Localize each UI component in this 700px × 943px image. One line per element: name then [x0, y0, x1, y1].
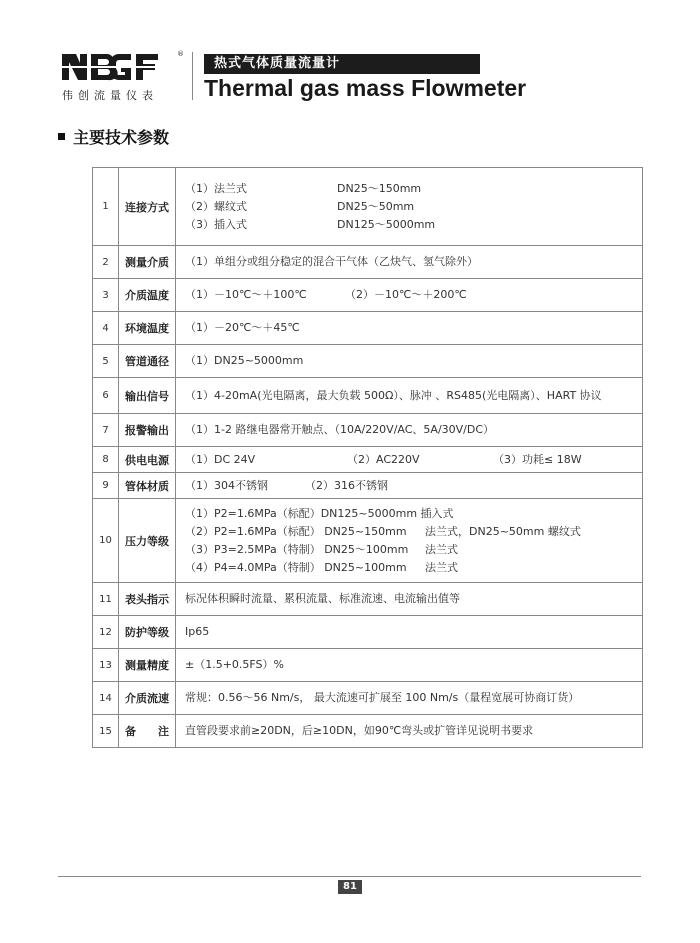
- value-line: [185, 286, 642, 304]
- spec-row: [93, 345, 643, 378]
- spec-row: [93, 168, 643, 246]
- value-segment: DN125～5000mm: [337, 217, 436, 231]
- param-value: [176, 279, 643, 312]
- row-number: 15: [93, 715, 119, 748]
- param-value: [176, 312, 643, 345]
- page-header: [0, 0, 700, 110]
- param-value: [176, 649, 643, 682]
- spec-row: [93, 279, 643, 312]
- value-segment: 直管段要求前≥20DN，后≥10DN，如90℃弯头或扩管详见说明书要求: [185, 724, 534, 737]
- value-line: [185, 505, 642, 523]
- param-value: [176, 616, 643, 649]
- spec-row: [93, 312, 643, 345]
- param-value: [176, 583, 643, 616]
- param-name: 介质流速: [119, 682, 176, 715]
- spec-row: [93, 499, 643, 583]
- row-number: 2: [93, 246, 119, 279]
- param-value: [176, 246, 643, 279]
- spec-row: [93, 649, 643, 682]
- param-value: [176, 715, 643, 748]
- value-segment: （1）－10℃～＋100℃: [185, 288, 307, 301]
- row-number: 3: [93, 279, 119, 312]
- spec-row: [93, 682, 643, 715]
- value-segment: （1）单组分或组分稳定的混合干气体（乙炔气、氢气除外）: [185, 255, 478, 268]
- square-bullet-icon: [58, 133, 65, 140]
- spec-row: [93, 414, 643, 447]
- spec-row: [93, 378, 643, 414]
- brand-logo-graphic: [60, 50, 178, 84]
- spec-row: [93, 583, 643, 616]
- param-name: 测量介质: [119, 246, 176, 279]
- value-segment: （2）AC220V: [347, 452, 420, 466]
- spec-row: [93, 616, 643, 649]
- value-segment: 常规：0.56～56 Nm/s， 最大流速可扩展至 100 Nm/s（量程宽展可协商订货）: [185, 691, 580, 704]
- registered-mark: ®: [177, 50, 184, 58]
- value-segment: 法兰式: [425, 542, 458, 556]
- value-line: [185, 216, 642, 234]
- row-number: 5: [93, 345, 119, 378]
- value-segment: 法兰式: [425, 560, 458, 574]
- value-line: [185, 656, 642, 674]
- param-name: 测量精度: [119, 649, 176, 682]
- param-name: 报警输出: [119, 414, 176, 447]
- value-segment: （1）DC 24V: [185, 452, 256, 466]
- param-value: [176, 499, 643, 583]
- param-name: 管道通径: [119, 345, 176, 378]
- param-value: [176, 414, 643, 447]
- row-number: 13: [93, 649, 119, 682]
- value-segment: （1）DN25~5000mm: [185, 354, 304, 367]
- param-name: 表头指示: [119, 583, 176, 616]
- value-segment: （1）304不锈钢: [185, 478, 268, 492]
- param-value: [176, 378, 643, 414]
- brand-subtitle: 伟创流量仪表: [62, 89, 158, 102]
- param-value: [176, 473, 643, 499]
- value-line: [185, 541, 642, 559]
- value-segment: 标况体积瞬时流量、累积流量、标准流速、电流输出值等: [185, 592, 460, 605]
- value-segment: （2）316不锈钢: [305, 478, 388, 492]
- value-line: [185, 722, 642, 740]
- row-number: 9: [93, 473, 119, 499]
- row-number: 4: [93, 312, 119, 345]
- value-segment: （3）P3=2.5MPa（特制） DN25～100mm: [185, 542, 409, 556]
- value-line: [185, 180, 642, 198]
- value-segment: Ip65: [185, 625, 210, 638]
- param-name: 管体材质: [119, 473, 176, 499]
- product-title-cn: 热式气体质量流量计: [204, 54, 480, 74]
- value-segment: （4）P4=4.0MPa（特制） DN25~100mm: [185, 560, 407, 574]
- value-segment: （1）P2=1.6MPa（标配）DN125~5000mm 插入式: [185, 506, 454, 520]
- param-name: 连接方式: [119, 168, 176, 246]
- value-line: [185, 319, 642, 337]
- value-line: [185, 253, 642, 271]
- row-number: 8: [93, 447, 119, 473]
- spec-row: [93, 246, 643, 279]
- value-segment: 法兰式，DN25~50mm 螺纹式: [425, 524, 581, 538]
- value-segment: （1）4-20mA(光电隔离，最大负载 500Ω）、脉冲 、RS485(光电隔离）、HART 协议: [185, 388, 602, 402]
- spec-row: [93, 447, 643, 473]
- param-name: 供电电源: [119, 447, 176, 473]
- row-number: 6: [93, 378, 119, 414]
- value-segment: （1）法兰式: [185, 181, 247, 195]
- value-line: [185, 387, 642, 405]
- param-value: [176, 345, 643, 378]
- param-name: 环境温度: [119, 312, 176, 345]
- value-line: [185, 352, 642, 370]
- value-line: [185, 451, 642, 469]
- value-segment: （1）1-2 路继电器常开触点、（10A/220V/AC、5A/30V/DC）: [185, 423, 495, 436]
- value-line: [185, 559, 642, 577]
- value-segment: （3）插入式: [185, 217, 247, 231]
- value-line: [185, 523, 642, 541]
- header-divider: [192, 52, 193, 100]
- value-segment: （1）－20℃～＋45℃: [185, 321, 300, 334]
- row-number: 7: [93, 414, 119, 447]
- row-number: 14: [93, 682, 119, 715]
- value-segment: （2）P2=1.6MPa（标配） DN25~150mm: [185, 524, 407, 538]
- value-line: [185, 689, 642, 707]
- value-line: [185, 421, 642, 439]
- param-value: [176, 682, 643, 715]
- section-heading: [58, 125, 169, 148]
- value-line: [185, 623, 642, 641]
- param-name: 压力等级: [119, 499, 176, 583]
- value-segment: （2）螺纹式: [185, 199, 247, 213]
- value-line: [185, 590, 642, 608]
- value-segment: DN25～50mm: [337, 199, 415, 213]
- value-segment: DN25～150mm: [337, 181, 422, 195]
- param-value: [176, 447, 643, 473]
- value-segment: （3）功耗≤ 18W: [493, 452, 582, 466]
- value-segment: （2）－10℃～＋200℃: [345, 288, 467, 301]
- spec-row: [93, 715, 643, 748]
- row-number: 12: [93, 616, 119, 649]
- spec-row: [93, 473, 643, 499]
- row-number: 10: [93, 499, 119, 583]
- param-name: 备 注: [119, 715, 176, 748]
- product-title-en: Thermal gas mass Flowmeter: [204, 75, 527, 101]
- page-number: 81: [338, 880, 362, 894]
- value-segment: ±（1.5+0.5FS）%: [185, 658, 284, 671]
- param-value: [176, 168, 643, 246]
- row-number: 11: [93, 583, 119, 616]
- param-name: 介质温度: [119, 279, 176, 312]
- param-name: 输出信号: [119, 378, 176, 414]
- value-line: [185, 477, 642, 495]
- row-number: 1: [93, 168, 119, 246]
- footer-divider: [58, 876, 641, 877]
- value-line: [185, 198, 642, 216]
- spec-table: [92, 167, 643, 748]
- param-name: 防护等级: [119, 616, 176, 649]
- section-title: 主要技术参数: [73, 128, 170, 147]
